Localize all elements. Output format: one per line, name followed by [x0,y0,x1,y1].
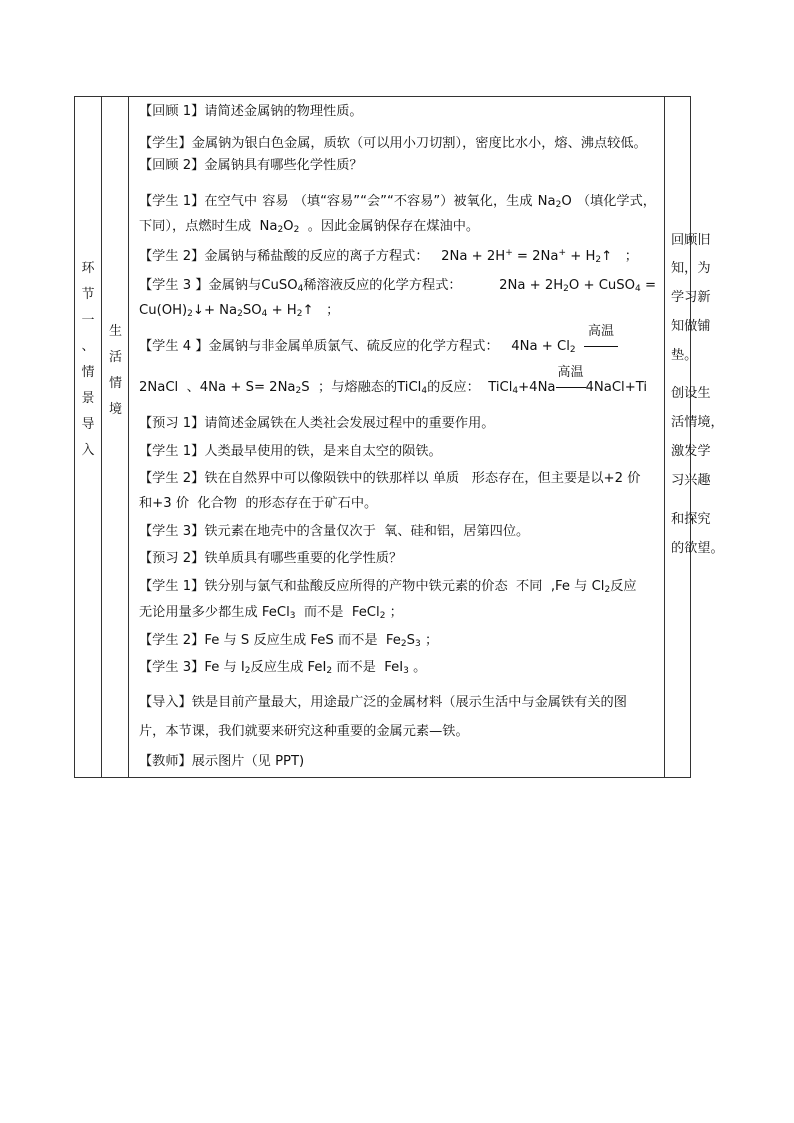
student-answer: 【学生 1】人类最早使用的铁，是来自太空的陨铁。 [139,444,442,459]
formula: FeCl$_3$ [261,605,296,621]
student-3-line-2: $Cu(OH)_2↓+ Na_2SO_4$ + $H_2↑$ ； [139,303,340,319]
review-2-question: 【回顾 2】金属钠具有哪些化学性质？ [139,158,363,173]
intent-column: 回顾旧 知，为 学习新 知做铺 垫。 创设生 活情境， 激发学 习兴趣 和探究 的欲望。 [671,233,724,556]
formula: FeS [310,633,334,648]
equation: 、$4Na + S= 2Na_2S$ [186,380,310,396]
teaching-content [131,97,662,777]
formula: FeI$_3$ [384,660,409,676]
lead-in: 【导入】铁是目前产量最大，用途最广泛的金属材料（展示生活中与金属铁有关的图 [139,695,627,710]
equation: $2Na + 2H_2O$ + CuSO$_4$ = [499,278,656,294]
reaction-condition: 高温 [556,379,586,397]
formula: TiCl$_4$ [397,380,428,396]
student-answer: 和+3 价 化合物 的形态存在于矿石中。 [139,496,378,511]
student-answer: 【学生 2】铁在自然界中可以像陨铁中的铁那样以 单质 形态存在，但主要是以+2 价 [139,471,641,486]
formula: $Fe_2S_3$ [385,633,421,649]
review-1-question: 【回顾 1】请简述金属钠的物理性质。 [139,104,363,119]
preview-1-question: 【预习 1】请简述金属铁在人类社会发展过程中的重要作用。 [139,416,495,431]
answer-blank: 单质 [432,471,460,486]
preview-2-question: 【预习 2】铁单质具有哪些重要的化学性质？ [139,551,403,566]
equation: TiCl$_4$+4Na [488,380,556,396]
student-answer: 【学生 3】Fe 与 $I_2$反应生成 FeI$_2$ 而不是 FeI$_3$ 。 [139,660,427,676]
reaction-arrow-line [584,346,618,347]
student-1-line-1: 【学生 1】在空气中 容易 （填“容易”“会”“不容易”）被氧化，生成 $Na_2O$ （填化学式， [139,194,656,210]
teacher-note: 【教师】展示图片（见 PPT) [139,754,305,769]
formula: CuSO$_4$ [261,278,304,294]
formula: FeI$_2$ [307,660,333,676]
answer-blank: 化合物 [197,496,237,511]
reaction-condition: 高温 [584,338,618,356]
student-4-line-2: 2NaCl 、$4Na + S= 2Na_2S$ ；与熔融态的TiCl$_4$的反应： TiCl$_4$+4Na 高温 4NaCl+Ti [139,365,648,396]
scene-label: 生 活 情 境 [108,324,122,417]
section-column [75,97,101,777]
student-2-line: 【学生 2】金属钠与稀盐酸的反应的离子方程式： $2Na + 2H^+ = 2Na^+ + H_2↑$ ； [139,248,638,265]
student-answer: 【学生 1】铁分别与氯气和盐酸反应所得的产物中铁元素的价态 不同 ,Fe 与 $Cl_2$反应 [139,579,637,595]
formula: $Na_2O_2$ [259,219,300,235]
reaction-arrow-line [556,387,586,388]
answer-blank: 容易 [262,194,289,209]
equation: $Cu(OH)_2↓+ Na_2SO_4$ + $H_2↑$ [139,303,314,319]
section-label: 环 节 一 、 情 景 导 入 [81,261,95,458]
student-4-line-1: 【学生 4 】金属钠与非金属单质氯气、硫反应的化学方程式： $4Na + Cl_2$ 高温 [139,338,656,356]
formula: $Na_2O$ [537,194,572,210]
formula: $I_2$ [240,660,251,676]
answer-blank: 氧、硅和铝，居第四位。 [384,524,530,539]
scene-column [102,97,129,777]
answer-blank: 不同 [516,579,543,594]
formula: $Cl_2$ [591,579,611,595]
student-1-line-2: 下同），点燃时生成 $Na_2O_2$ 。因此金属钠保存在煤油中。 [139,219,480,235]
student-answer: 无论用量多少都生成 FeCl$_3$ 而不是 FeCl$_2$ ； [139,605,403,621]
student-3-line-1: 【学生 3 】金属钠与CuSO$_4$稀溶液反应的化学方程式： $2Na + 2H_2O$ + CuSO$_4$ = [139,278,656,294]
ionic-equation: $2Na + 2H^+ = 2Na^+ + H_2↑$ [441,248,613,265]
lead-in: 片，本节课，我们就要来研究这种重要的金属元素—铁。 [139,724,469,739]
student-answer: 【学生 2】Fe 与 S 反应生成 FeS 而不是 $Fe_2S_3$ ； [139,633,439,649]
equation: $4Na + Cl_2$ [511,339,576,355]
student-answer: 【学生 3】铁元素在地壳中的含量仅次于 氧、硅和铝，居第四位。 [139,524,530,539]
lesson-table [74,96,724,778]
student-answer: 【学生】金属钠为银白色金属，质软（可以用小刀切割），密度比水小，熔、沸点较低。 [139,136,647,151]
formula: FeCl$_2$ [351,605,386,621]
